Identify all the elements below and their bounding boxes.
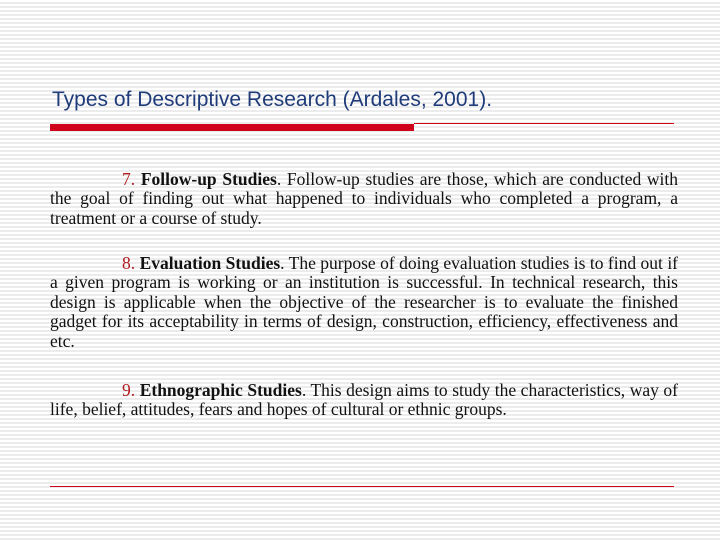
- item-term: Evaluation Studies: [139, 252, 281, 273]
- title-accent-bar: [50, 124, 414, 131]
- item-term: Ethnographic Studies: [139, 379, 302, 400]
- item-text: . This design aims to study the characteristics, way of life, belief, attitudes, fears and hopes of cultural or ethnic groups.: [50, 379, 679, 419]
- slide-title: Types of Descriptive Research (Ardales, 2001).: [52, 88, 493, 111]
- item-number: 7.: [122, 168, 136, 189]
- item-text: . Follow-up studies are those, which are conducted with the goal of finding out what happened to individuals who completed a program, a treatment or a course of study.: [50, 168, 679, 228]
- paragraph-evaluation-studies: [50, 254, 678, 352]
- title-accent-line: [414, 123, 674, 124]
- item-term: Follow-up Studies: [140, 168, 277, 189]
- item-number: 9.: [122, 379, 136, 400]
- footer-divider: [50, 486, 674, 487]
- item-text: . The purpose of doing evaluation studies is to find out if a given program is working or an institution is successful. In technical research, this design is applicable when the objective of the researcher is to evaluate the finished gadget for its acceptability in terms of design, construction, efficiency, effectiveness and etc.: [50, 252, 679, 351]
- paragraph-follow-up-studies: [50, 170, 678, 229]
- item-number: 8.: [122, 252, 136, 273]
- paragraph-ethnographic-studies: [50, 381, 678, 420]
